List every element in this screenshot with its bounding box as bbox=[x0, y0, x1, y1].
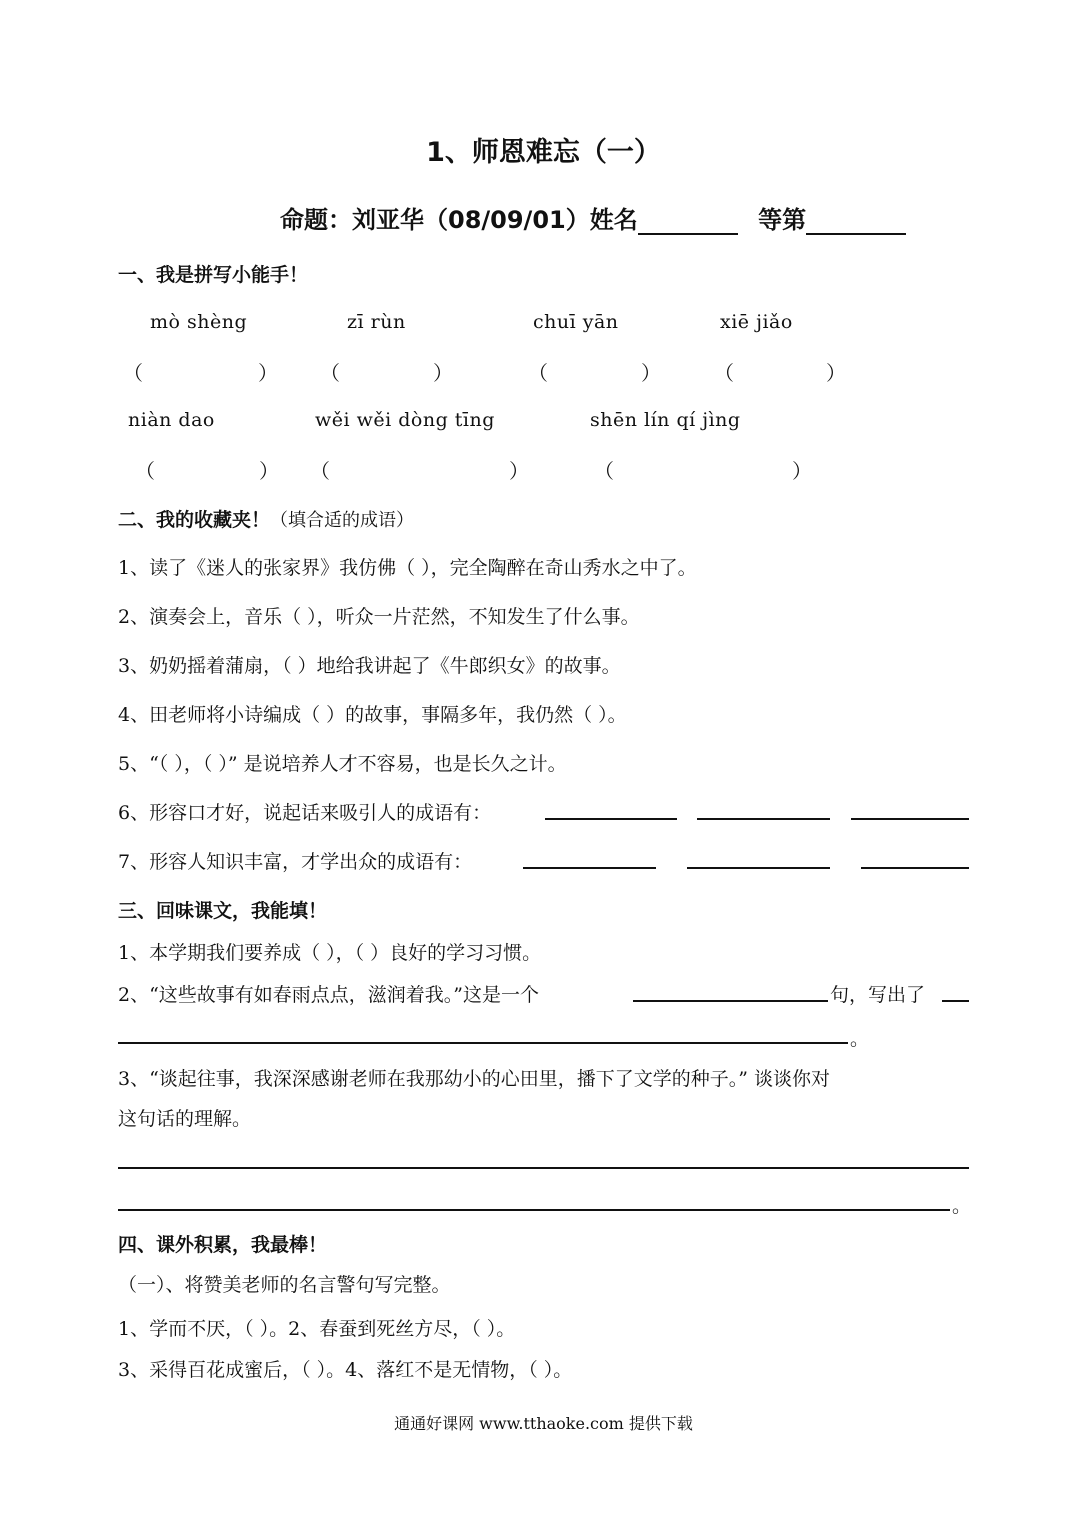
section-4-heading: 四、课外积累，我最棒！ bbox=[118, 1234, 328, 1256]
section-3-heading: 三、回味课文，我能填！ bbox=[118, 900, 328, 922]
answer-paren-close: ） bbox=[826, 361, 846, 385]
grade-label: 等第 bbox=[758, 206, 807, 234]
answer-line[interactable] bbox=[118, 1167, 969, 1169]
question: 3、采得百花成蜜后，（ ）。4、落红不是无情物，（ ）。 bbox=[118, 1359, 573, 1381]
section-1-heading: 一、我是拼写小能手！ bbox=[118, 264, 309, 286]
worksheet-header bbox=[280, 200, 906, 235]
answer-line[interactable] bbox=[523, 867, 656, 869]
pinyin-item: zī rùn bbox=[347, 311, 406, 333]
answer-paren-open: （ bbox=[320, 361, 340, 385]
answer-line[interactable] bbox=[118, 1209, 950, 1211]
period: 。 bbox=[850, 1028, 870, 1050]
answer-paren-open: （ bbox=[135, 459, 155, 483]
answer-paren-close: ） bbox=[259, 459, 279, 483]
pinyin-item: wěi wěi dòng tīng bbox=[315, 409, 495, 431]
answer-paren-open: （ bbox=[528, 361, 548, 385]
question: 1、学而不厌，（ ）。2、春蚕到死丝方尽，（ ）。 bbox=[118, 1318, 516, 1340]
page-title: 1、师恩难忘（一） bbox=[426, 137, 661, 168]
question: 1、本学期我们要养成（ ），（ ）良好的学习习惯。 bbox=[118, 942, 542, 964]
pinyin-item: mò shèng bbox=[150, 311, 248, 333]
question-text: 句，写出了 bbox=[830, 984, 926, 1006]
section-2-title: 二、我的收藏夹！ bbox=[118, 509, 271, 531]
answer-paren-close: ） bbox=[258, 361, 278, 385]
pinyin-item: niàn dao bbox=[128, 409, 215, 431]
name-label: 姓名 bbox=[589, 206, 638, 234]
question: 6、形容口才好，说起话来吸引人的成语有： bbox=[118, 802, 492, 824]
question: 1、读了《迷人的张家界》我仿佛（ ），完全陶醉在奇山秀水之中了。 bbox=[118, 557, 697, 579]
answer-paren-open: （ bbox=[310, 459, 330, 483]
question: 2、演奏会上，音乐（ ），听众一片茫然，不知发生了什么事。 bbox=[118, 606, 640, 628]
question: 3、奶奶摇着蒲扇，（ ）地给我讲起了《牛郎织女》的故事。 bbox=[118, 655, 621, 677]
author-line: 命题：刘亚华（08/09/01） bbox=[280, 206, 590, 234]
subsection-heading: （一）、将赞美老师的名言警句写完整。 bbox=[118, 1274, 451, 1296]
grade-blank[interactable] bbox=[806, 207, 906, 235]
answer-paren-close: ） bbox=[509, 459, 529, 483]
pinyin-item: xiē jiǎo bbox=[720, 311, 793, 333]
name-blank[interactable] bbox=[638, 207, 738, 235]
answer-paren-open: （ bbox=[123, 361, 143, 385]
question-text: 这句话的理解。 bbox=[118, 1108, 252, 1130]
answer-paren-close: ） bbox=[433, 361, 453, 385]
answer-line[interactable] bbox=[687, 867, 830, 869]
answer-line[interactable] bbox=[118, 1042, 848, 1044]
answer-line[interactable] bbox=[942, 1000, 969, 1002]
section-2-note: （填合适的成语） bbox=[270, 510, 415, 531]
answer-paren-close: ） bbox=[641, 361, 661, 385]
answer-line[interactable] bbox=[633, 1000, 828, 1002]
question: 5、“（ ），（ ）” 是说培养人才不容易，也是长久之计。 bbox=[118, 753, 567, 775]
answer-paren-open: （ bbox=[594, 459, 614, 483]
period: 。 bbox=[952, 1195, 972, 1217]
answer-paren-open: （ bbox=[714, 361, 734, 385]
question: 7、形容人知识丰富，才学出众的成语有： bbox=[118, 851, 473, 873]
answer-paren-close: ） bbox=[792, 459, 812, 483]
answer-line[interactable] bbox=[861, 867, 969, 869]
question: 4、田老师将小诗编成（ ）的故事，事隔多年，我仍然（ ）。 bbox=[118, 704, 627, 726]
answer-line[interactable] bbox=[545, 818, 677, 820]
answer-line[interactable] bbox=[697, 818, 830, 820]
pinyin-item: chuī yān bbox=[533, 311, 619, 333]
question: 2、“这些故事有如春雨点点，滋润着我。”这是一个 bbox=[118, 984, 540, 1006]
pinyin-item: shēn lín qí jìng bbox=[590, 409, 741, 431]
section-2-heading bbox=[118, 505, 414, 532]
footer-text: 通通好课网 www.tthaoke.com 提供下载 bbox=[394, 1414, 693, 1433]
question: 3、“谈起往事，我深深感谢老师在我那幼小的心田里，播下了文学的种子。” 谈谈你对 bbox=[118, 1068, 831, 1090]
answer-line[interactable] bbox=[851, 818, 969, 820]
